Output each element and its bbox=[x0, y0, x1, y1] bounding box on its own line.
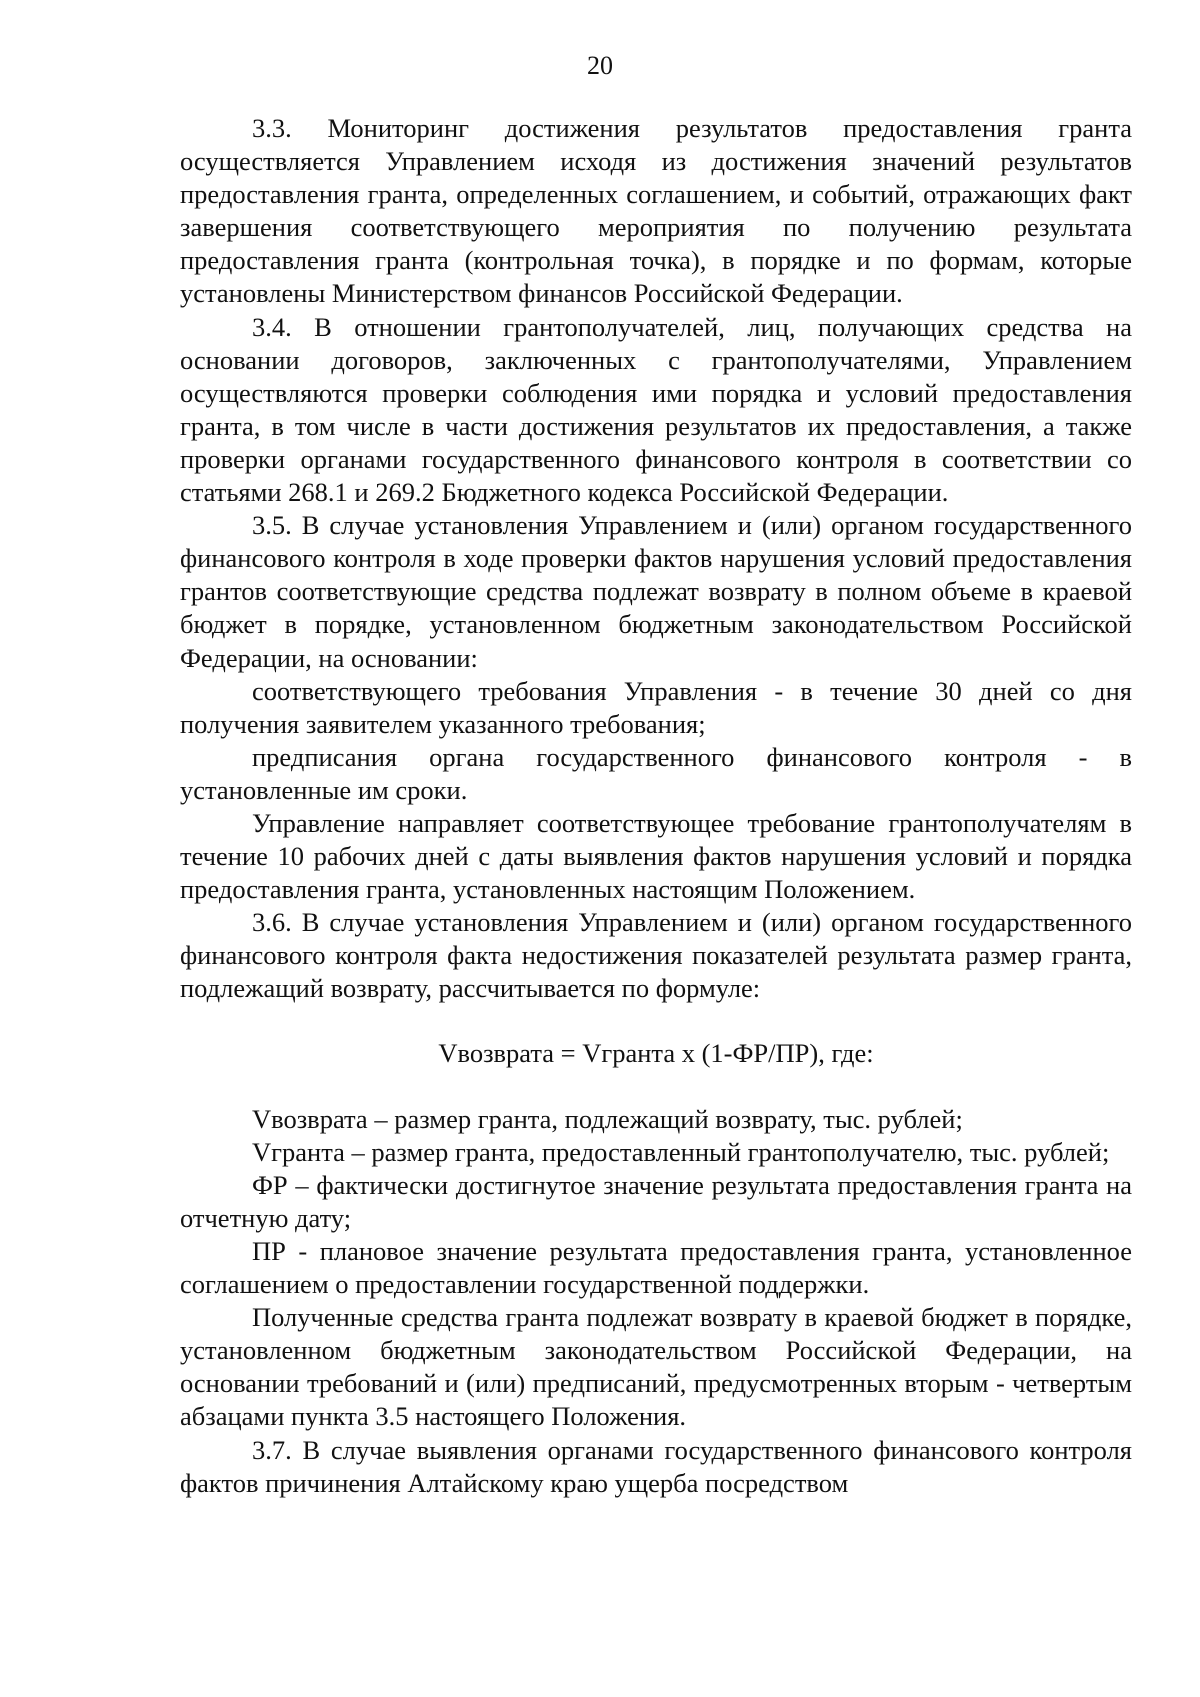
paragraph-funds-return: Полученные средства гранта подлежат возврату в краевой бюджет в порядке, установленном бюджетным законодательством Российской Федерации, на основании требований и (или) предписаний, предусмотренных вторым - четвертым абзацами пункта 3.5 настоящего Положения. bbox=[180, 1302, 1132, 1432]
paragraph-requirement: соответствующего требования Управления - в течение 30 дней со дня получения заявителем указанного требования; bbox=[180, 675, 1132, 739]
paragraph-3-4: 3.4. В отношении грантополучателей, лиц, получающих средства на основании договоров, заключенных с грантополучателями, Управлением осуществляются проверки соблюдения ими порядка и условий предоставления гранта, в том числе в части достижения результатов их предоставления, а также проверки органами государственного финансового контроля в соответствии со статьями 268.1 и 269.2 Бюджетного кодекса Российской Федерации. bbox=[180, 311, 1132, 508]
definition-pr: ПР - плановое значение результата предоставления гранта, установленное соглашением о предоставлении государственной поддержки. bbox=[180, 1236, 1132, 1300]
page-number: 20 bbox=[587, 51, 613, 80]
return-formula: Vвозврата = Vгранта x (1-ФР/ПР), где: bbox=[438, 1037, 874, 1068]
document-body bbox=[180, 112, 1132, 1500]
paragraph-3-3: 3.3. Мониторинг достижения результатов предоставления гранта осуществляется Управлением исходя из достижения значений результатов предоставления гранта, определенных соглашением, и событий, отражающих факт завершения соответствующего мероприятия по получению результата предоставления гранта (контрольная точка), в порядке и по формам, которые установлены Министерством финансов Российской Федерации. bbox=[180, 113, 1132, 309]
paragraph-3-6: 3.6. В случае установления Управлением и (или) органом государственного финансового контроля факта недостижения показателей результата размер гранта, подлежащий возврату, рассчитывается по формуле: bbox=[180, 907, 1132, 1004]
paragraph-prescription: предписания органа государственного финансового контроля - в установленные им сроки. bbox=[180, 741, 1132, 805]
definition-v-grant: Vгранта – размер гранта, предоставленный грантополучателю, тыс. рублей; bbox=[252, 1136, 1110, 1167]
definition-fr: ФР – фактически достигнутое значение результата предоставления гранта на отчетную дату; bbox=[180, 1169, 1132, 1233]
definition-v-return: Vвозврата – размер гранта, подлежащий возврату, тыс. рублей; bbox=[252, 1103, 963, 1134]
paragraph-management-directs: Управление направляет соответствующее требование грантополучателям в течение 10 рабочих дней с даты выявления фактов нарушения условий и порядка предоставления гранта, установленных настоящим Положением. bbox=[180, 807, 1132, 905]
paragraph-3-5: 3.5. В случае установления Управлением и (или) органом государственного финансового контроля в ходе проверки фактов нарушения условий предоставления грантов соответствующие средства подлежат возврату в полном объеме в краевой бюджет в порядке, установленном бюджетным законодательством Российской Федерации, на основании: bbox=[180, 510, 1132, 673]
paragraph-3-7: 3.7. В случае выявления органами государственного финансового контроля фактов причинения Алтайскому краю ущерба посредством bbox=[180, 1434, 1132, 1498]
